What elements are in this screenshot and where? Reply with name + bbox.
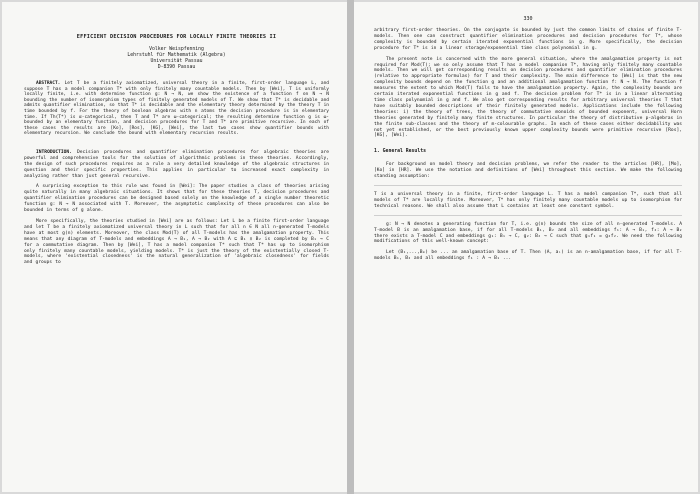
intro-paragraph-2: A surprising exception to this rule was found in [Wei]: The paper studies a class of theories arising quite naturally in many algebraic situations. It shows that for these theories T, decision procedures and quantifier elimination procedures can be designed based solely on the knowledge of a single number theoretic function g: N → N associated with T. Moreover, the asymptotic complexity of these procedures can also be bounded in terms of g alone.	[24, 184, 329, 214]
right-paragraph-1: arbitrary first-order theories. On the conjugate is bounded by just the common limits of chains of finite T-models. Then one can construct quantifier elimination procedures and decision procedures for T*, whose complexity is bounded by certain iterated exponential functions in g. More specifically, the decision procedure for T* is in a linear storage/exponential time class polynomial in g.	[374, 28, 682, 51]
page-gutter	[347, 0, 354, 494]
author-block	[24, 47, 329, 71]
divider	[374, 215, 682, 216]
section-heading: 1. General Results	[374, 149, 426, 155]
section-paragraph-4: Let (B₁,...,Bₘ) be ... an amalgamation base of T. Then (A, aᵢ) is an n-amalgamation base, if for all T-models B₁, B₂ and all embeddings f₁ : A → B₁ ...	[374, 250, 682, 262]
page-number: 330	[523, 16, 533, 22]
author-address: D-8390 Passau	[157, 65, 196, 70]
author-name: Volker Weispfenning	[149, 47, 204, 52]
section-paragraph-2: T is a universal theory in a finite, first-order language L. T has a model companion T*, such that all models of T* are locally finite. Moreover, T* has only finitely many countable models up to isomorphism for technical reasons. We shall also assume that L contains at least one constant symbol.	[374, 192, 682, 209]
abstract	[24, 81, 329, 137]
intro-label: INTRODUCTION.	[36, 149, 72, 155]
author-affiliation: Lehrstuhl für Mathematik (Algebra)	[127, 53, 226, 58]
left-page	[2, 2, 347, 492]
author-university: Universität Passau	[150, 59, 203, 64]
right-paragraph-2: The present note is concerned with the more general situation, where the amalgamation property is not required for Mod(T); we so only assume that T has a model companion T*, having only finitely many countable models. Then we will get corresponding results on decision procedures and quantifier elimination procedures (relative to appropriate formulas) for T and their complexity. The main difference to [Wei] is that the new complexity bounds depend on the function g and an additional amalgamation function f: N → N. The function f measures the extent to which Mod(T) fails to have the amalgamation property. Again, the complexity bounds are certain iterated exponential functions in g and f. The decision problem for T* is in a linear alternating time class polynomial in g and f. We also get corresponding results for arbitrary universal theories T that have suitably bounded descriptions of their finitely generated models. Applications include the following theories: i) the theory of trees, the theory of commutative monoids of bounded exponent, universal Horn theories generated by finitely many finite structures. In particular the theory of distributive p-algebras in the finite sub-classes and the theory of m-colourable graphs. In each of these cases either decidability was not yet established, or the best previously known upper complexity bounds were primitive recursive [Ros], [KG], [Wei].	[374, 56, 682, 139]
paper-title: EFFICIENT DECISION PROCEDURES FOR LOCALLY FINITE THEORIES II	[76, 34, 277, 40]
intro-paragraph-1	[24, 150, 329, 180]
section-paragraph-1: For background on model theory and decision problems, we refer the reader to the articles [HR], [Mo], [Ko] in [HR]. We use the notation and definitions of [Wei] throughout this section. We make the following standing assumption:	[374, 162, 682, 180]
abstract-text: Let T be a finitely axiomatized, universal theory in a finite, first-order language L, and suppose T has a model companion T* with only finitely many countable models. Then by [Wei], T is uniformly locally finite, i.e. with determine function g: N → N, we show the existence of a function f on N → N bounding the number of isomorphism types of finitely generated models of T. We show that T* is decidable and admits quantifier elimination, so that T* is decidable and the elementary theory determined by the theory T in time bounded by f. For the theory of boolean algebras with n atoms the decision procedure is in elementary time. If Th(T*) is α-categorical, then T and T* are ω-categorical; the resulting determine function g is ω-bounded by an elementary function, and decision procedures for T and T* are primitive recursive. In each of these cases the results are [Ko], [Ros], [KG], [Wei], the last two cases show quantifier bounds with elementary recursion. We conclude the bound with elementary recursion results.	[24, 81, 330, 137]
section-paragraph-3: g: N → N denotes a generating function for T, i.e. g(n) bounds the size of all n-generated T-models. A T-model B is an amalgamation base, if for all T-models B₁, B₂ and all embeddings f₁: A → B₁, f₂: A → B₂ there exists a T-model C and embeddings g₁: B₁ → C, g₂: B₂ → C such that g₁f₁ = g₂f₂. We need the following modifications of this well-known concept:	[374, 221, 682, 245]
divider	[374, 185, 682, 186]
right-page	[354, 2, 698, 492]
intro-paragraph-3: More specifically, the theories studied in [Wei] are as follows: Let L be a finite first-order language and let T be a finitely axiomatized universal theory in L such that for all n ∈ N all n-generated T-models have at most g(n) elements. Moreover, the class Mod(T) of all T-models has the amalgamation property. This means that any diagram of T-models and embeddings A → B₁, A → B₂ with A ⊆ B₁ ∩ B₂ is completed by B₁ → C for a commutative diagram. Then by [Wei], T has a model companion T* such that T* has up to isomorphism only finitely many countable models, yielding models. T* is just the theory of the existentially closed T-models, where 'existential closedness' is the natural generalization of 'algebraic closedness' for fields and groups to	[24, 219, 329, 266]
abstract-label: ABSTRACT.	[36, 81, 61, 86]
intro-text-1: Decision procedures and quantifier elimination procedures for algebraic theories are powerful and comprehensive tools for the solution of algorithmic problems in these theories. Accordingly, the design of such procedures requires as a rule a very detailed knowledge of the algebraic structures in question and their specific properties. This applies in particular to increased exact complexity in analyzing rather than just general recursive.	[24, 149, 329, 179]
